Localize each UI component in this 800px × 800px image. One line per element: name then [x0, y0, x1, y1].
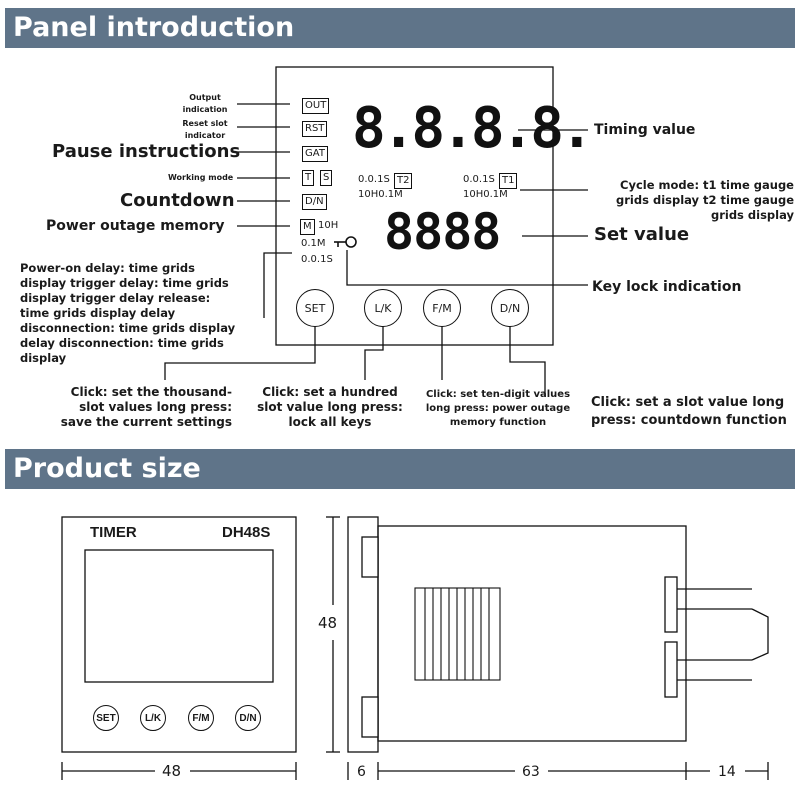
set-value-digits: 8888: [384, 203, 501, 261]
dim-body-depth: 63: [522, 764, 540, 780]
t1-range-a: 0.0.1S: [463, 174, 495, 185]
product-size-header: Product size: [5, 449, 795, 489]
label-set-value: Set value: [594, 224, 690, 245]
timing-value-digits: 8.8.8.8.: [352, 96, 590, 161]
front-view-screen: [85, 550, 273, 682]
product-brand: TIMER: [90, 524, 137, 541]
indicator-rst: RST: [302, 121, 327, 137]
memory-10h: 10H: [318, 220, 339, 231]
dim-height: 48: [318, 614, 338, 632]
panel-introduction-header: Panel introduction: [5, 8, 795, 48]
front-fm-button: F/M: [188, 705, 214, 731]
t2-range-b: 10H0.1M: [358, 189, 403, 200]
memory-001s: 0.0.1S: [301, 254, 333, 265]
dim-front-depth: 6: [357, 764, 366, 780]
front-dn-button: D/N: [235, 705, 261, 731]
label-timing-value: Timing value: [594, 122, 696, 138]
memory-01m: 0.1M: [301, 238, 326, 249]
label-lk-click: Click: set a hundred slot value long press: lock all keys: [257, 385, 403, 429]
indicator-out: OUT: [302, 98, 329, 114]
vent-grille: [415, 588, 500, 680]
dim-pin-depth: 14: [718, 764, 736, 780]
indicator-t: T: [302, 170, 314, 186]
indicator-s: S: [320, 170, 332, 186]
label-working-mode: Working mode: [168, 173, 234, 182]
front-lk-button: L/K: [140, 705, 166, 731]
indicator-m: M: [300, 219, 315, 235]
fm-button[interactable]: F/M: [423, 289, 461, 327]
label-countdown: Countdown: [120, 190, 235, 211]
label-set-click: Click: set the thousand-slot values long press: save the current settings: [60, 385, 232, 429]
lk-button[interactable]: L/K: [364, 289, 402, 327]
label-key-lock: Key lock indication: [592, 279, 742, 295]
label-power-memory: Power outage memory: [46, 218, 225, 234]
product-model: DH48S: [222, 524, 271, 541]
label-reset: Reset slot indicator: [182, 119, 228, 140]
indicator-dn: D/N: [302, 194, 327, 210]
label-pause: Pause instructions: [52, 141, 241, 162]
label-dn-click: Click: set a slot value long press: countdown function: [591, 395, 787, 428]
dim-width: 48: [162, 762, 182, 780]
label-output: Output indication: [182, 93, 228, 114]
t1-range-b: 10H0.1M: [463, 189, 508, 200]
t2-box: T2: [394, 173, 412, 189]
dn-button[interactable]: D/N: [491, 289, 529, 327]
label-fm-click: Click: set ten-digit values long press: power outage memory function: [425, 389, 571, 428]
key-lock-icon: [334, 237, 356, 247]
indicator-gat: GAT: [302, 146, 328, 162]
front-set-button: SET: [93, 705, 119, 731]
label-delay-modes: Power-on delay: time grids display trigger delay: time grids display trigger delay release: time grids display delay disconnection: time grids display delay disconnection: time grids display: [20, 261, 236, 365]
t1-box: T1: [499, 173, 517, 189]
side-view-body: [378, 526, 686, 741]
t2-range-a: 0.0.1S: [358, 174, 390, 185]
label-cycle-mode: Cycle mode: t1 time gauge grids display t2 time gauge grids display: [616, 178, 794, 222]
set-button[interactable]: SET: [296, 289, 334, 327]
